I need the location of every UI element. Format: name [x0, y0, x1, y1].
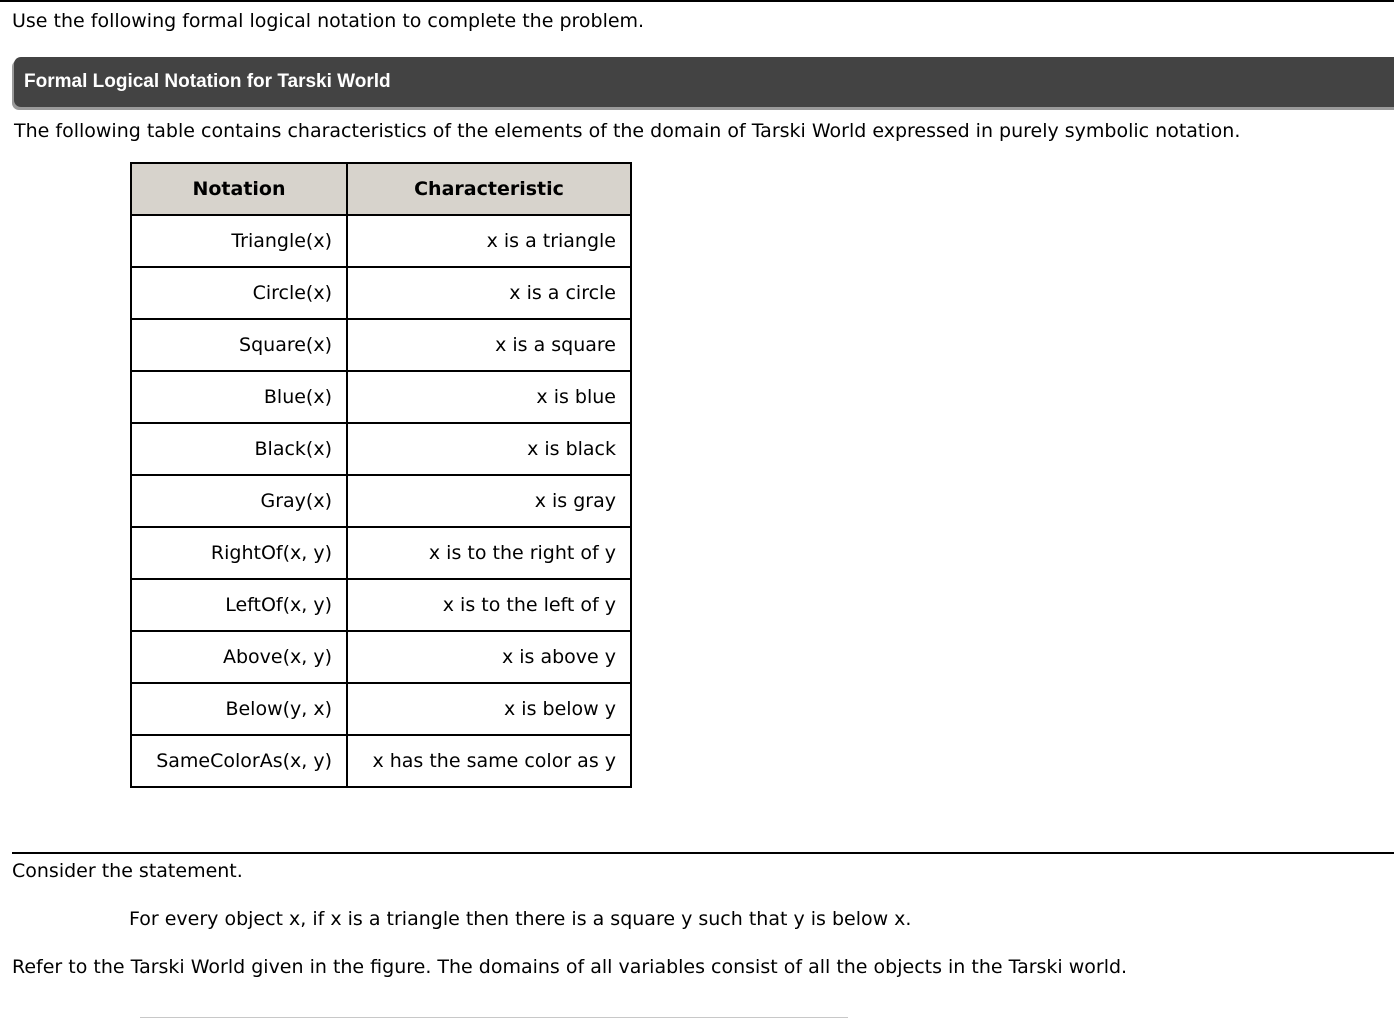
table-description: The following table contains characteristics of the elements of the domain of Tarski World expressed in purely symbolic notation. [14, 120, 1241, 142]
characteristic-cell: x is to the right of y [347, 527, 631, 579]
table-row [131, 371, 631, 423]
section-banner [14, 57, 1394, 107]
characteristic-cell: x has the same color as y [347, 735, 631, 787]
notation-cell: SameColorAs(x, y) [131, 735, 347, 787]
header-characteristic: Characteristic [347, 163, 631, 215]
table-row [131, 319, 631, 371]
characteristic-cell: x is to the left of y [347, 579, 631, 631]
table-header-row [131, 163, 631, 215]
table-row [131, 475, 631, 527]
banner-title: Formal Logical Notation for Tarski World [24, 71, 391, 92]
characteristic-cell: x is a triangle [347, 215, 631, 267]
notation-cell: Gray(x) [131, 475, 347, 527]
table-row [131, 527, 631, 579]
table-row [131, 631, 631, 683]
notation-cell: Below(y, x) [131, 683, 347, 735]
table-row [131, 267, 631, 319]
table-row [131, 735, 631, 787]
characteristic-cell: x is a square [347, 319, 631, 371]
notation-cell: LeftOf(x, y) [131, 579, 347, 631]
characteristic-cell: x is below y [347, 683, 631, 735]
bottom-divider [140, 1017, 848, 1018]
notation-cell: Black(x) [131, 423, 347, 475]
section-divider [12, 852, 1394, 854]
refer-text: Refer to the Tarski World given in the figure. The domains of all variables consist of all the objects in the Tarski world. [12, 956, 1128, 978]
table-row [131, 423, 631, 475]
table-row [131, 579, 631, 631]
notation-cell: Circle(x) [131, 267, 347, 319]
notation-cell: Square(x) [131, 319, 347, 371]
characteristic-cell: x is above y [347, 631, 631, 683]
table-row [131, 683, 631, 735]
notation-cell: Above(x, y) [131, 631, 347, 683]
notation-table [130, 162, 632, 788]
characteristic-cell: x is a circle [347, 267, 631, 319]
intro-text: Use the following formal logical notation to complete the problem. [12, 10, 645, 32]
consider-text: Consider the statement. [12, 860, 243, 882]
top-divider [0, 0, 1394, 2]
characteristic-cell: x is gray [347, 475, 631, 527]
characteristic-cell: x is blue [347, 371, 631, 423]
table-row [131, 215, 631, 267]
header-notation: Notation [131, 163, 347, 215]
logic-statement: For every object x, if x is a triangle then there is a square y such that y is below x. [129, 908, 912, 930]
notation-cell: RightOf(x, y) [131, 527, 347, 579]
notation-cell: Blue(x) [131, 371, 347, 423]
notation-cell: Triangle(x) [131, 215, 347, 267]
characteristic-cell: x is black [347, 423, 631, 475]
